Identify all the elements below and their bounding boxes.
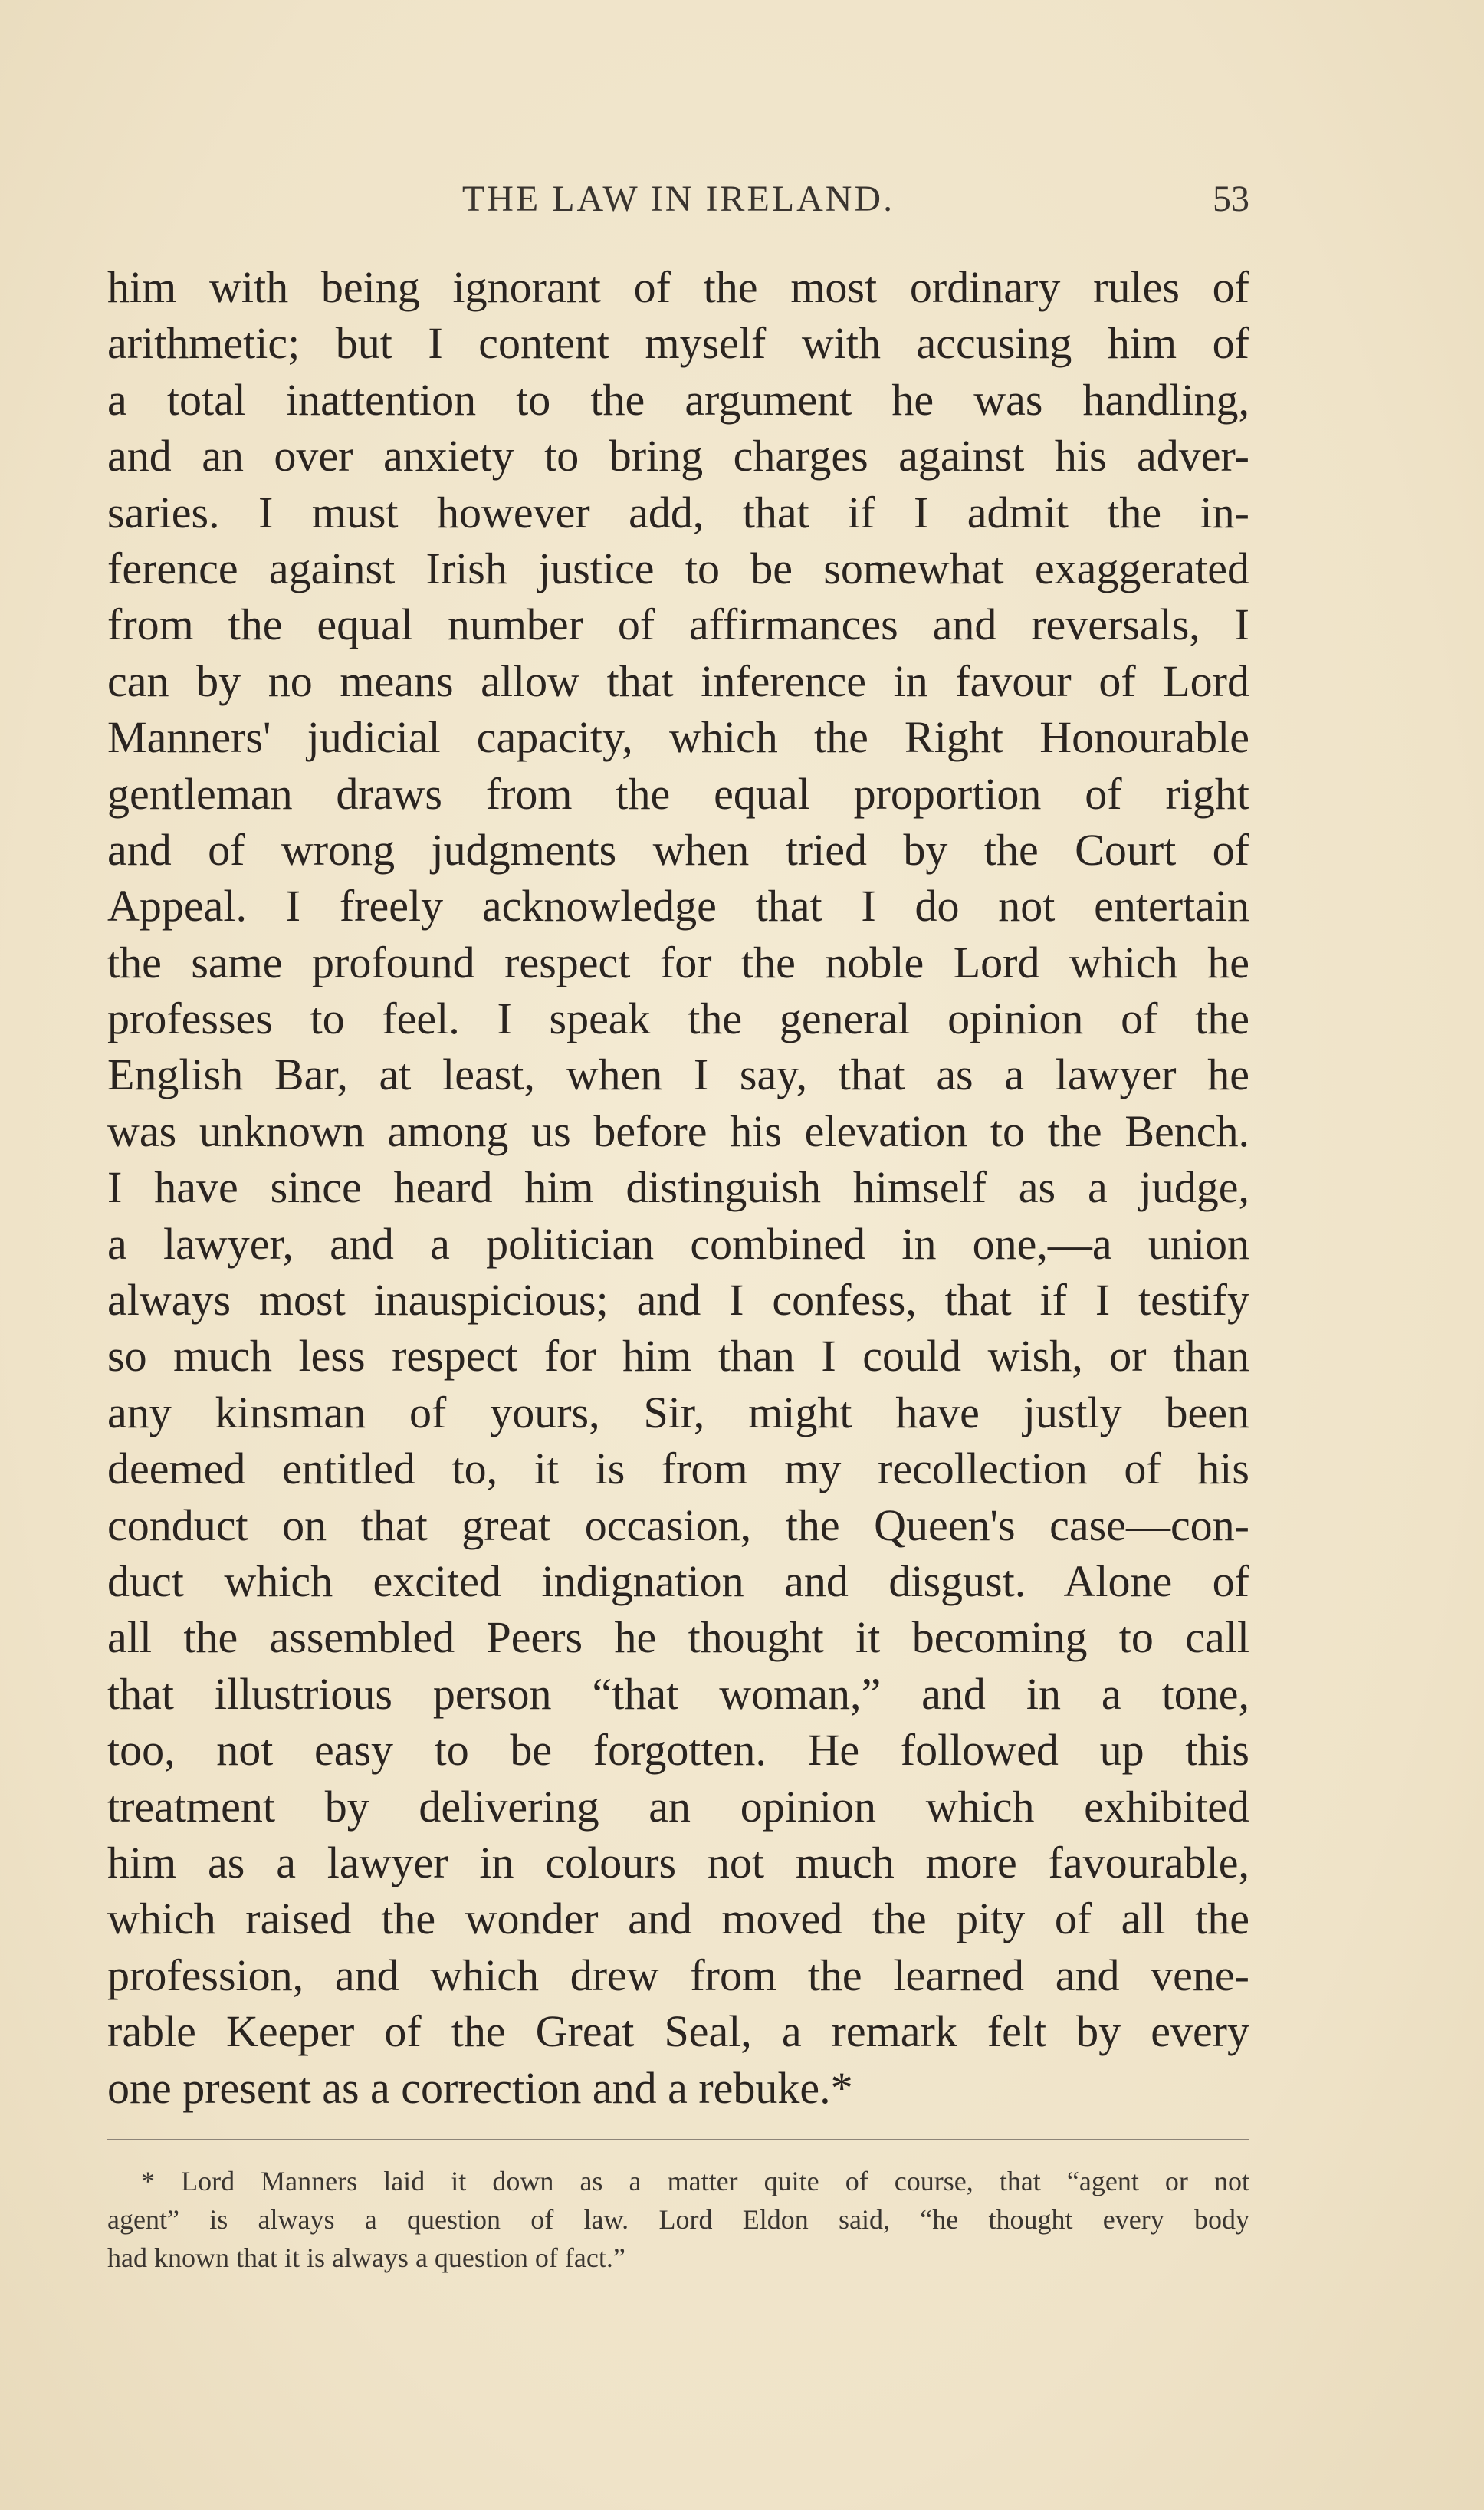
text-line: so much less respect for him than I could wish, or than <box>107 1331 1249 1381</box>
text-line: treatment by delivering an opinion which exhibited <box>107 1781 1249 1832</box>
text-line: ference against Irish justice to be somewhat exaggerated <box>107 543 1249 593</box>
text-line: a lawyer, and a politician combined in one,—a union <box>107 1218 1249 1269</box>
text-line: which raised the wonder and moved the pity of all the <box>107 1894 1249 1944</box>
text-line: arithmetic; but I content myself with accusing him of <box>107 318 1249 369</box>
text-line: too, not easy to be forgotten. He followed up this <box>107 1725 1249 1776</box>
text-line: a total inattention to the argument he was handling, <box>107 374 1249 425</box>
footnote <box>107 2162 1249 2277</box>
footnote-line: agent” is always a question of law. Lord Eldon said, “he thought every body <box>107 2204 1249 2235</box>
text-line: professes to feel. I speak the general opinion of the <box>107 994 1249 1044</box>
text-line: can by no means allow that inference in favour of Lord <box>107 655 1249 706</box>
running-head <box>107 178 1249 224</box>
footnote-line: * Lord Manners laid it down as a matter quite of course, that “agent or not <box>141 2166 1249 2196</box>
text-line: and of wrong judgments when tried by the Court of <box>107 824 1249 875</box>
text-line: all the assembled Peers he thought it becoming to call <box>107 1612 1249 1663</box>
text-line: was unknown among us before his elevation to the Bench. <box>107 1106 1249 1156</box>
footnote-line: had known that it is always a question of fact.” <box>107 2242 625 2273</box>
text-line: any kinsman of yours, Sir, might have justly been <box>107 1387 1249 1437</box>
text-line: deemed entitled to, it is from my recollection of his <box>107 1444 1249 1494</box>
text-line: gentleman draws from the equal proportion of right <box>107 768 1249 819</box>
text-line: him with being ignorant of the most ordinary rules of <box>107 262 1249 312</box>
running-title: THE LAW IN IRELAND. <box>461 179 895 219</box>
text-line: one present as a correction and a rebuke.* <box>107 2062 853 2113</box>
text-line: always most inauspicious; and I confess, that if I testify <box>107 1275 1249 1326</box>
text-line: rable Keeper of the Great Seal, a remark felt by every <box>107 2006 1249 2057</box>
text-line: English Bar, at least, when I say, that as a lawyer he <box>107 1050 1249 1100</box>
body-text <box>107 259 1249 2116</box>
text-line: that illustrious person “that woman,” and in a tone, <box>107 1668 1249 1719</box>
text-line: and an over anxiety to bring charges against his adver- <box>107 431 1249 481</box>
text-line: the same profound respect for the noble Lord which he <box>107 937 1249 987</box>
text-line: from the equal number of affirmances and reversals, I <box>107 600 1249 650</box>
page-number: 53 <box>1213 179 1249 219</box>
text-line: duct which excited indignation and disgust. Alone of <box>107 1556 1249 1606</box>
text-line: profession, and which drew from the learned and vene- <box>107 1950 1249 2000</box>
text-line: saries. I must however add, that if I admit the in- <box>107 487 1249 537</box>
text-line: him as a lawyer in colours not much more favourable, <box>107 1837 1249 1887</box>
footnote-rule <box>107 2139 1249 2140</box>
text-line: I have since heard him distinguish himself as a judge, <box>107 1162 1249 1213</box>
text-line: conduct on that great occasion, the Queen's case—con- <box>107 1500 1249 1550</box>
text-line: Manners' judicial capacity, which the Right Honourable <box>107 712 1249 763</box>
text-line: Appeal. I freely acknowledge that I do not entertain <box>107 881 1249 931</box>
